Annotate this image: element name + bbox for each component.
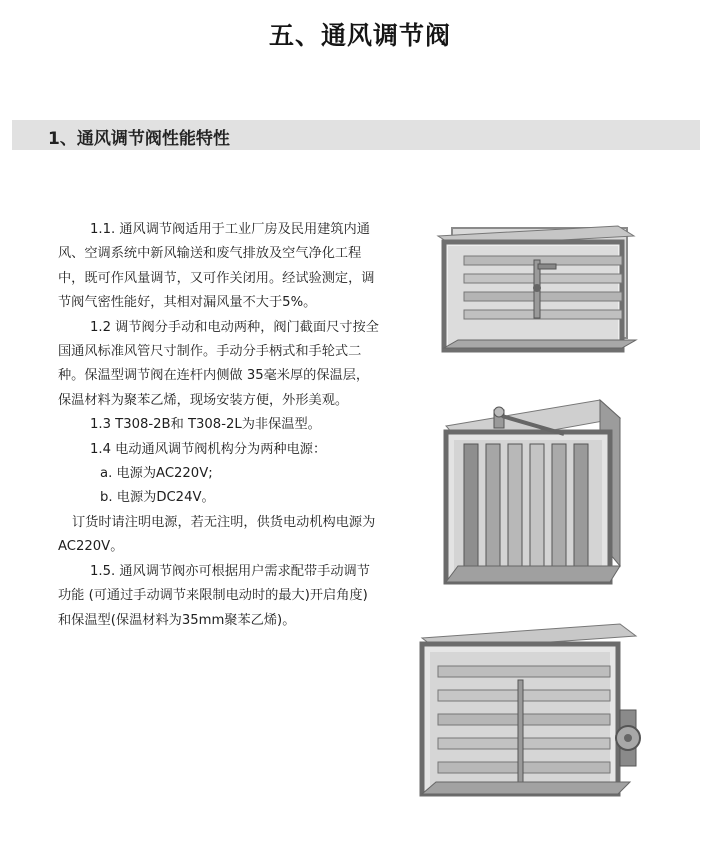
section-title: 1、通风调节阀性能特性 (48, 129, 230, 149)
damper-photo-1 (430, 212, 648, 360)
power-option-b: b. 电源为DC24V。 (100, 490, 215, 506)
paragraph-1-3: 1.3 T308-2B和 T308-2L为非保温型。 (90, 417, 321, 433)
damper-photo-3 (414, 618, 648, 806)
order-note: 订货时请注明电源，若无注明，供货电动机构电源为 AC220V。 (58, 514, 376, 555)
paragraph-1-4: 1.4 电动通风调节阀机构分为两种电源： (90, 441, 327, 457)
paragraph-1-5: 1.5. 通风调节阀亦可根据用户需求配带手动调节功能 (可通过手动调节来限制电动时的最大)开启角度)和保温型(保温材料为35mm聚苯乙烯)。 (58, 563, 370, 628)
body-text (58, 218, 380, 633)
page-title: 五、通风调节阀 (268, 21, 451, 50)
damper-photo-2 (424, 372, 640, 606)
paragraph-1-2: 1.2 调节阀分手动和电动两种，阀门截面尺寸按全国通风标准风管尺寸制作。手动分手柄式和手轮式二种。保温型调节阀在连杆内侧做 35毫米厚的保温层，保温材料为聚苯乙烯，现场安装方便，外形美观。 (58, 319, 379, 408)
paragraph-1-1: 1.1. 通风调节阀适用于工业厂房及民用建筑内通风、空调系统中新风输送和废气排放及空气净化工程中，既可作风量调节，又可作关闭用。经试验测定，调节阀气密性能好，其相对漏风量不大于5%。 (58, 222, 375, 311)
power-option-a: a. 电源为AC220V; (100, 466, 213, 482)
section-header-bar (12, 120, 700, 150)
